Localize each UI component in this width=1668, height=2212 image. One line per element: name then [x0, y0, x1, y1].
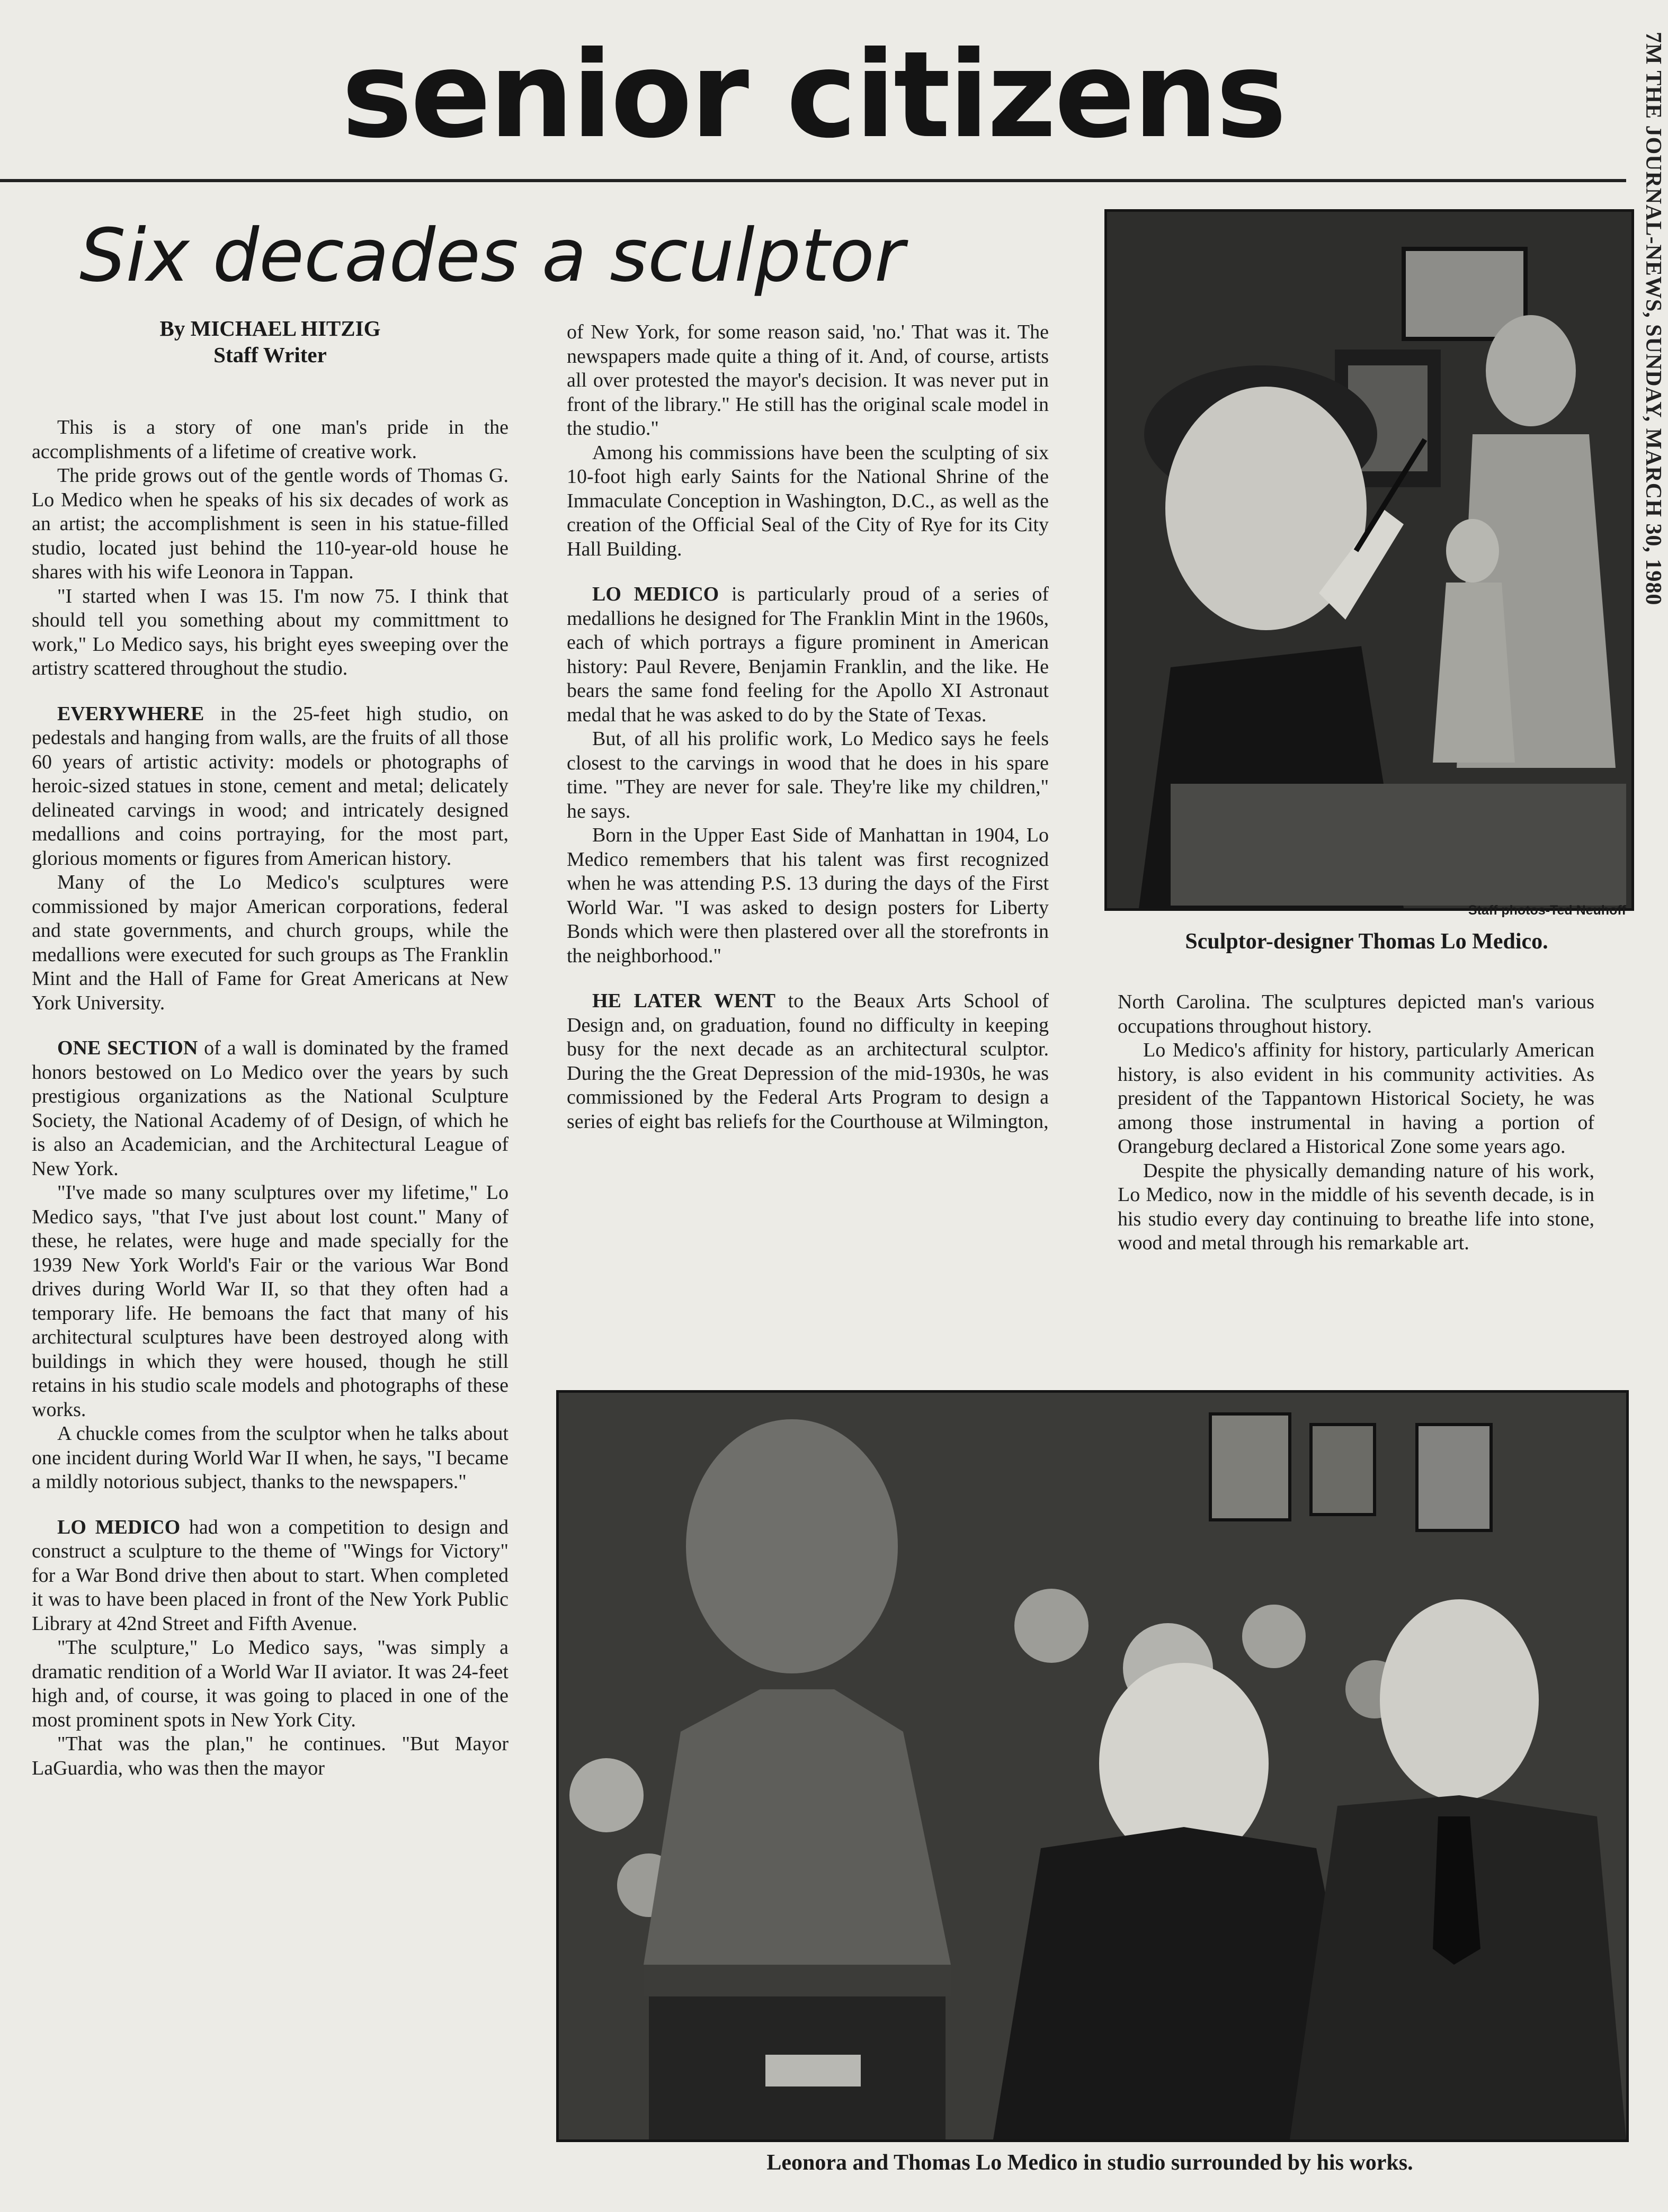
header-rule — [0, 179, 1626, 182]
byline — [79, 315, 461, 368]
photo-sculptor-portrait — [1104, 209, 1634, 911]
article-column-3 — [1118, 990, 1594, 1377]
paragraph — [32, 585, 509, 681]
paragraph-text: Among his commissions have been the sculpting of six 10-foot high early Saints for the National Shrine of the Immaculate Conception in Washington, D.C., as well as the creation of the Official Seal of the City of Rye for its City Hall Building. — [567, 441, 1049, 560]
photo-caption-top: Sculptor-designer Thomas Lo Medico. — [1185, 929, 1548, 954]
article-headline: Six decades a sculptor — [79, 213, 905, 298]
paragraph-text: "I've made so many sculptures over my lifetime," Lo Medico says, "that I've just about lost count." Many of these, he relates, were huge and made specially for the 1939 New York World's Fair or the various War Bond drives during World War II, so that they often had a temporary life. He bemoans the fact that many of his architectural sculptures have been destroyed along with buildings in which they were housed, though he still retains in his studio scale models and photographs of these works. — [32, 1181, 509, 1421]
paragraph-text: Lo Medico's affinity for history, particularly American history, is also evident in his community activities. As president of the Tappantown Historical Society, he was among those instrumental in having a portion of Orangeburg declared a Historical Zone some years ago. — [1118, 1039, 1594, 1158]
photo-caption-bottom: Leonora and Thomas Lo Medico in studio surrounded by his works. — [766, 2151, 1413, 2175]
paragraph-text: A chuckle comes from the sculptor when he talks about one incident during World War II when, he says, "I became a mildly notorious subject, thanks to the newspapers." — [32, 1422, 509, 1493]
paragraph-text: Despite the physically demanding nature of his work, Lo Medico, now in the middle of his seventh decade, is in his studio every day continuing to breathe life into stone, wood and metal through his remarkable art. — [1118, 1159, 1594, 1254]
photo-couple-illustration — [559, 1393, 1626, 2139]
paragraph — [567, 583, 1049, 727]
paragraph-text: This is a story of one man's pride in the accomplishments of a lifetime of creative work. — [32, 416, 509, 463]
paragraph-text: of a wall is dominated by the framed honors bestowed on Lo Medico over the years by such prestigious organizations as the National Sculpture Society, the National Academy of of Design, of which he is also an Academician, and the Architectural League of New York. — [32, 1037, 509, 1180]
paragraph — [567, 989, 1049, 1134]
paragraph-text: to the Beaux Arts School of Design and, on graduation, found no difficulty in keeping busy for the next decade as an architectural sculptor. During the the Great Depression of the mid-1930s, he was commissioned by the Federal Arts Program to design a series of eight bas reliefs for the Courthouse at Wilmington, — [567, 990, 1049, 1133]
paragraph — [32, 702, 509, 871]
article-column-1 — [32, 416, 509, 2211]
paragraph — [32, 1181, 509, 1422]
section-header: senior citizens — [341, 26, 1285, 165]
photo-credit: Staff photos-Ted Neuhoff — [1468, 903, 1626, 918]
photo-sculptor-illustration — [1107, 212, 1631, 908]
paragraph-text: But, of all his prolific work, Lo Medico says he feels closest to the carvings in wood that he does in his spare time. "They are never for sale. They're like my children," he says. — [567, 728, 1049, 822]
paragraph — [32, 1422, 509, 1494]
paragraph-text: Many of the Lo Medico's sculptures were commissioned by major American corporations, federal and state governments, and church groups, while the medallions were executed for such groups as The Franklin Mint and the Hall of Fame for Great Americans at New York University. — [32, 871, 509, 1014]
paragraph — [32, 1036, 509, 1181]
paragraph-text: North Carolina. The sculptures depicted man's various occupations throughout history. — [1118, 991, 1594, 1037]
paragraph-lead-in: ONE SECTION — [57, 1037, 198, 1059]
paragraph-text: in the 25-feet high studio, on pedestals and hanging from walls, are the fruits of all those 60 years of artistic activity: models or photographs of heroic-sized statues in stone, cement and metal; delicately delineated carvings in wood; and intricately designed medallions and coins portraying, for the most part, glorious moments or figures from American history. — [32, 702, 509, 870]
paragraph-text: Born in the Upper East Side of Manhattan in 1904, Lo Medico remembers that his talent was first recognized when he was attending P.S. 13 during the days of the First World War. "I was asked to design posters for Liberty Bonds which were then plastered over all the storefronts in the neighborhood." — [567, 824, 1049, 967]
paragraph — [1118, 1038, 1594, 1159]
paragraph-text: "The sculpture," Lo Medico says, "was simply a dramatic rendition of a World War II aviator. It was 24-feet high and, of course, it was going to placed in one of the most prominent spots in New York City. — [32, 1636, 509, 1731]
paragraph — [32, 416, 509, 464]
paragraph-text: of New York, for some reason said, 'no.' That was it. The newspapers made quite a thing of it. And, of course, artists all over protested the mayor's decision. It was never put in front of the library." He still has the original scale model in the studio." — [567, 321, 1049, 440]
paragraph-lead-in: LO MEDICO — [592, 583, 719, 605]
paragraph-text: "That was the plan," he continues. "But Mayor LaGuardia, who was then the mayor — [32, 1733, 509, 1779]
paragraph-lead-in: HE LATER WENT — [592, 990, 775, 1012]
paragraph — [32, 1732, 509, 1780]
photo-couple-with-bust — [556, 1390, 1629, 2142]
paragraph — [32, 464, 509, 585]
paragraph — [567, 441, 1049, 562]
paragraph — [32, 1516, 509, 1636]
article-column-2 — [567, 320, 1049, 1430]
paragraph-text: "I started when I was 15. I'm now 75. I think that should tell you something about my committment to work," Lo Medico says, his bright eyes sweeping over the artistry scattered throughout the studio. — [32, 585, 509, 679]
paragraph — [1118, 990, 1594, 1038]
paragraph-text: is particularly proud of a series of medallions he designed for The Franklin Mint in the 1960s, each of which portrays a figure prominent in American history: Paul Revere, Benjamin Franklin, and the like. He bears the same fond feeling for the Apollo XI Astronaut medal that he was asked to do by the State of Texas. — [567, 583, 1049, 726]
paragraph — [1118, 1159, 1594, 1256]
paragraph-text: The pride grows out of the gentle words of Thomas G. Lo Medico when he speaks of his six decades of work as an artist; the accomplishment is seen in his statue-filled studio, located just behind the 110-year-old house he shares with his wife Leonora in Tappan. — [32, 464, 509, 583]
paragraph — [567, 320, 1049, 441]
paragraph — [567, 727, 1049, 823]
publication-slug: 7M THE JOURNAL-NEWS, SUNDAY, MARCH 30, 1980 — [1641, 32, 1665, 606]
byline-author: By MICHAEL HITZIG — [159, 316, 381, 341]
paragraph-lead-in: LO MEDICO — [57, 1516, 181, 1538]
paragraph — [567, 823, 1049, 968]
paragraph-lead-in: EVERYWHERE — [57, 702, 204, 725]
paragraph — [32, 1636, 509, 1732]
paragraph — [32, 871, 509, 1015]
paragraph-text: had won a competition to design and construct a sculpture to the theme of "Wings for Victory" for a War Bond drive then about to start. When completed it was to have been placed in front of the New York Public Library at 42nd Street and Fifth Avenue. — [32, 1516, 509, 1635]
byline-role: Staff Writer — [213, 343, 327, 367]
